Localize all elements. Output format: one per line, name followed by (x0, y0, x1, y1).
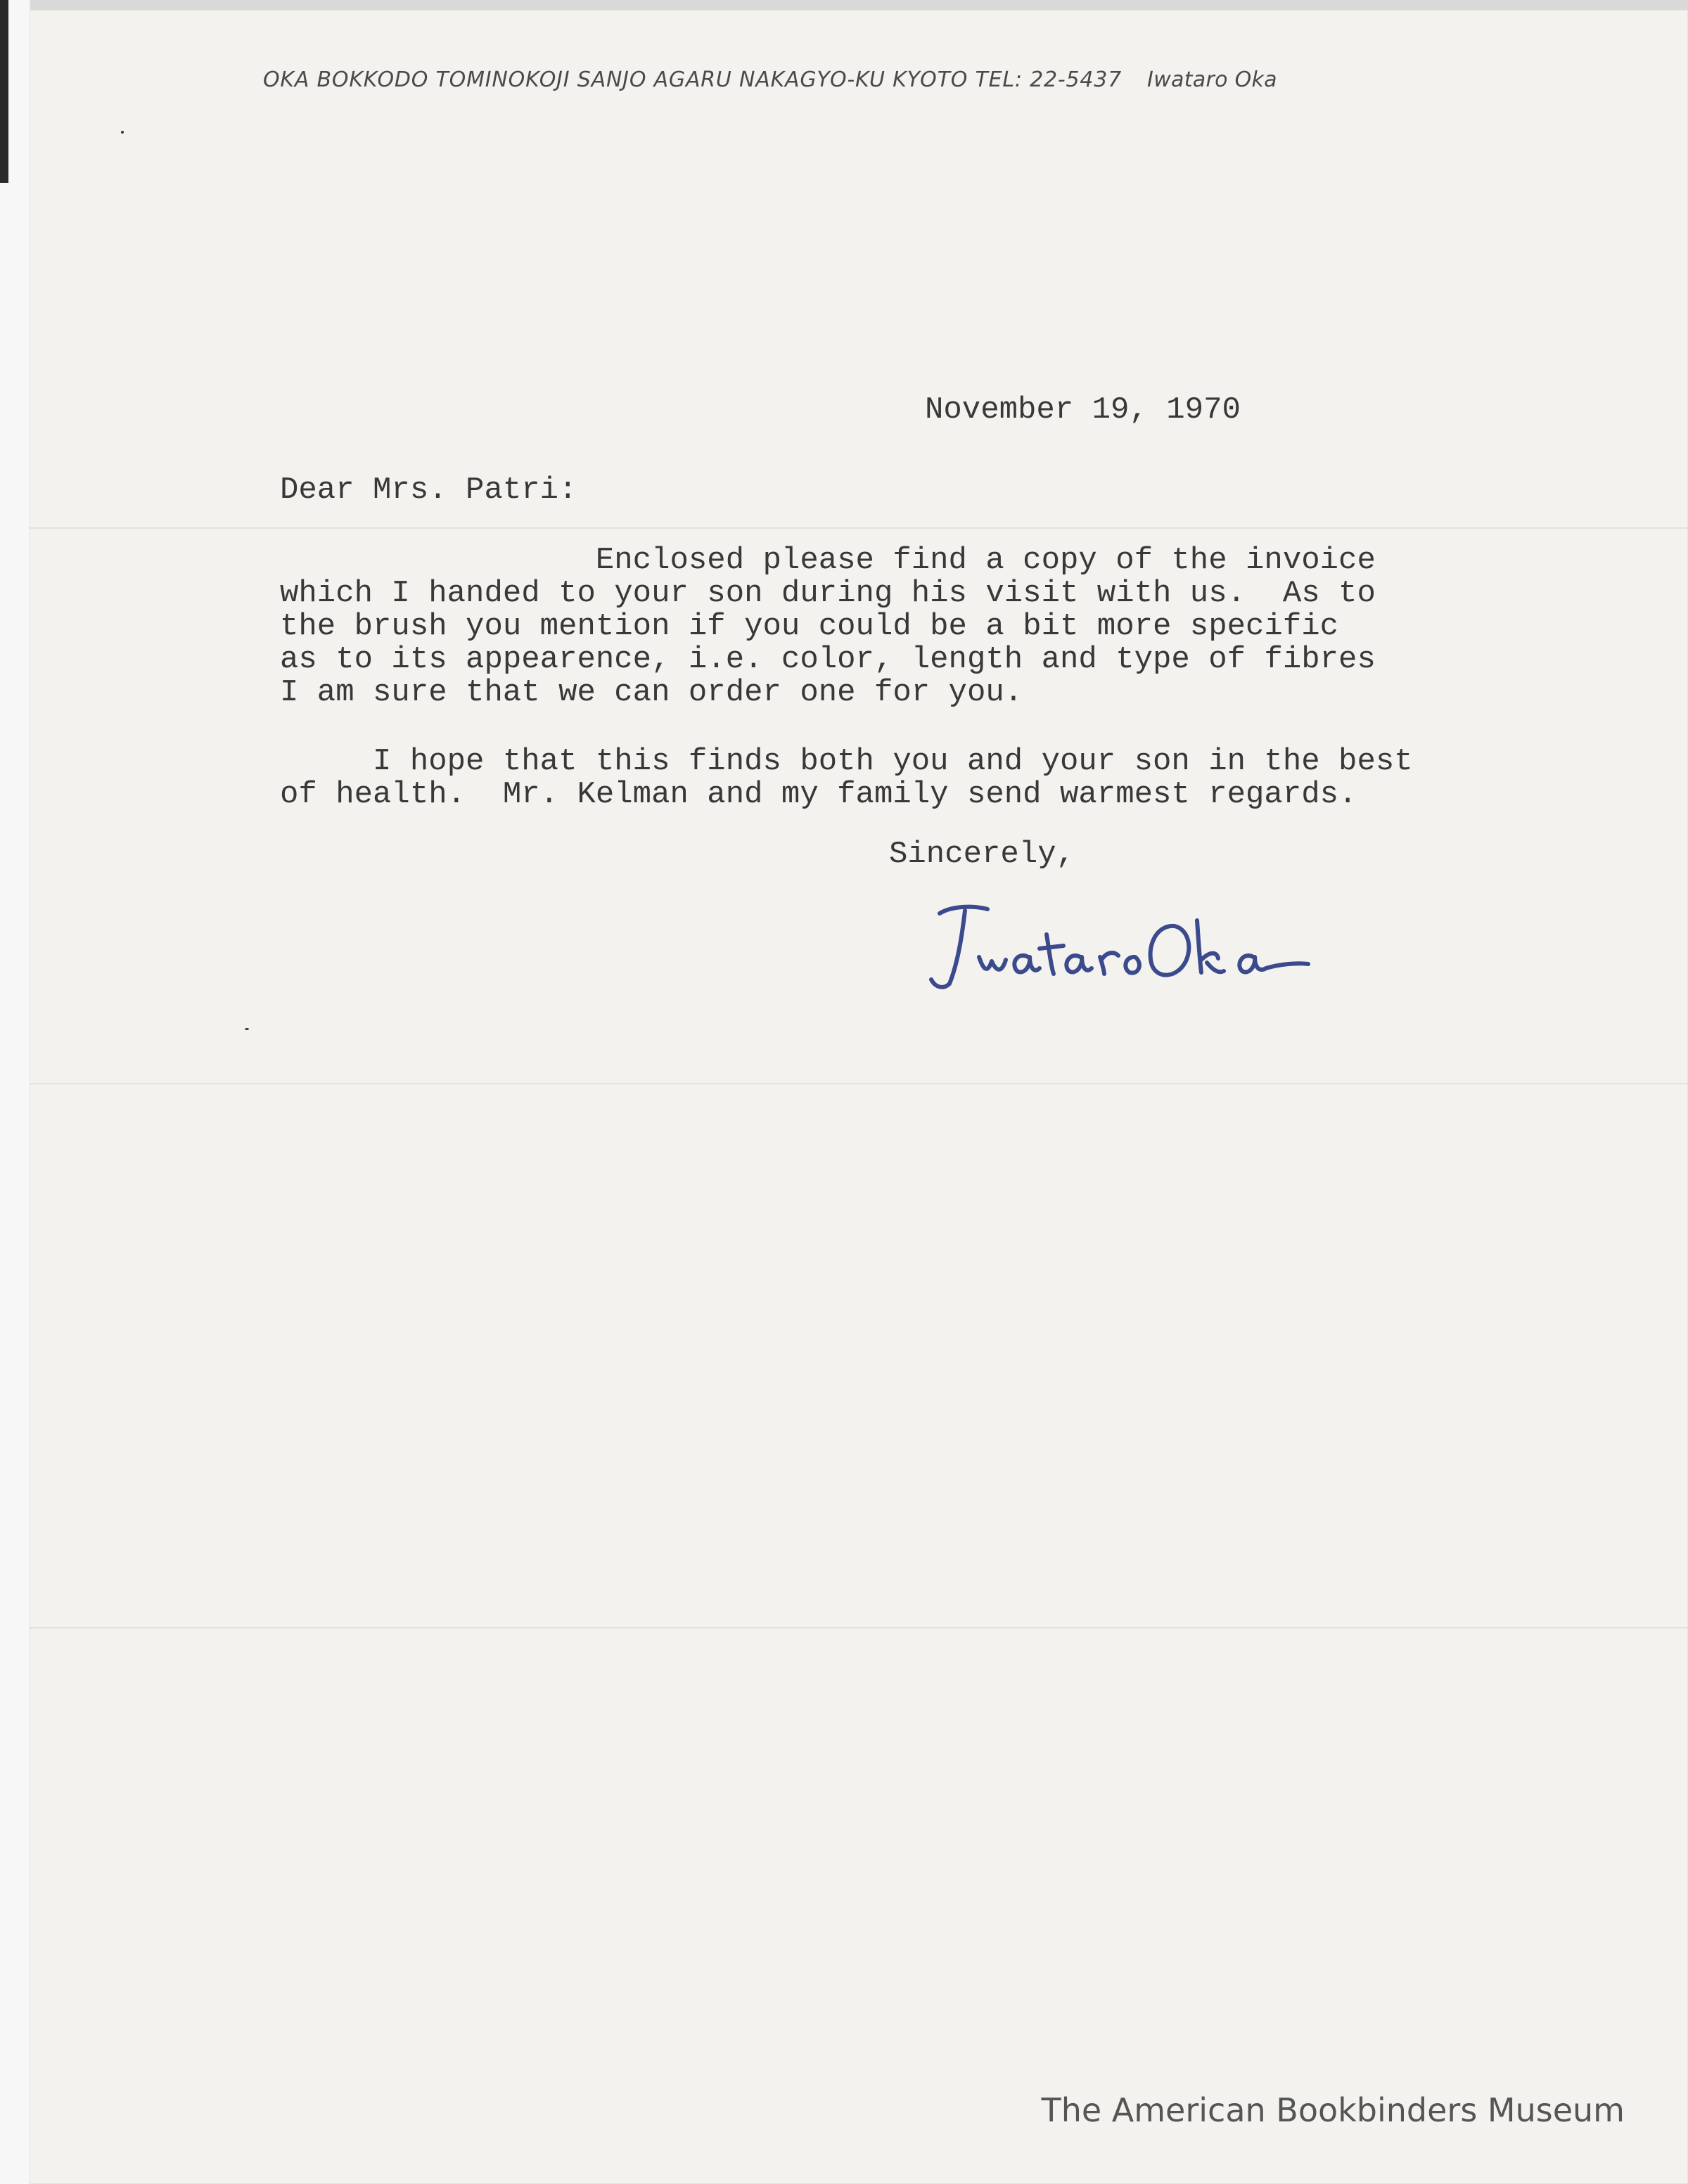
paragraph-line: the brush you mention if you could be a bit more specific (280, 609, 1339, 644)
paper-speck (245, 1028, 249, 1030)
letter-page (30, 10, 1688, 2184)
paper-fold-line (30, 1627, 1688, 1629)
letter-paragraph-1 (280, 544, 1376, 709)
paper-fold-line (30, 1083, 1688, 1084)
paragraph-line: which I handed to your son during his visit with us. As to (280, 576, 1376, 611)
paragraph-line: Enclosed please find a copy of the invoice (280, 543, 1376, 578)
letterhead-name: Iwataro Oka (1147, 68, 1277, 92)
letter-salutation: Dear Mrs. Patri: (280, 473, 577, 508)
museum-watermark: The American Bookbinders Museum (1041, 2091, 1625, 2129)
handwritten-signature (923, 892, 1317, 998)
paper-speck (121, 131, 124, 134)
paragraph-line: of health. Mr. Kelman and my family send warmest regards. (280, 777, 1357, 812)
letter-paragraph-2 (280, 745, 1413, 811)
signature-strokes (931, 907, 1308, 987)
letter-date: November 19, 1970 (925, 392, 1241, 428)
scan-dark-corner (0, 0, 8, 183)
paper-fold-line (30, 527, 1688, 529)
paragraph-line: I am sure that we can order one for you. (280, 675, 1023, 710)
scan-left-edge (0, 0, 31, 2184)
letterhead-address: OKA BOKKODO TOMINOKOJI SANJO AGARU NAKAGYO-KU KYOTO TEL: 22-5437 (263, 68, 1123, 92)
paragraph-line: I hope that this finds both you and your son in the best (280, 744, 1413, 779)
letterhead (263, 68, 1277, 92)
paragraph-line: as to its appearence, i.e. color, length and type of fibres (280, 642, 1376, 677)
letter-closing: Sincerely, (889, 837, 1075, 872)
